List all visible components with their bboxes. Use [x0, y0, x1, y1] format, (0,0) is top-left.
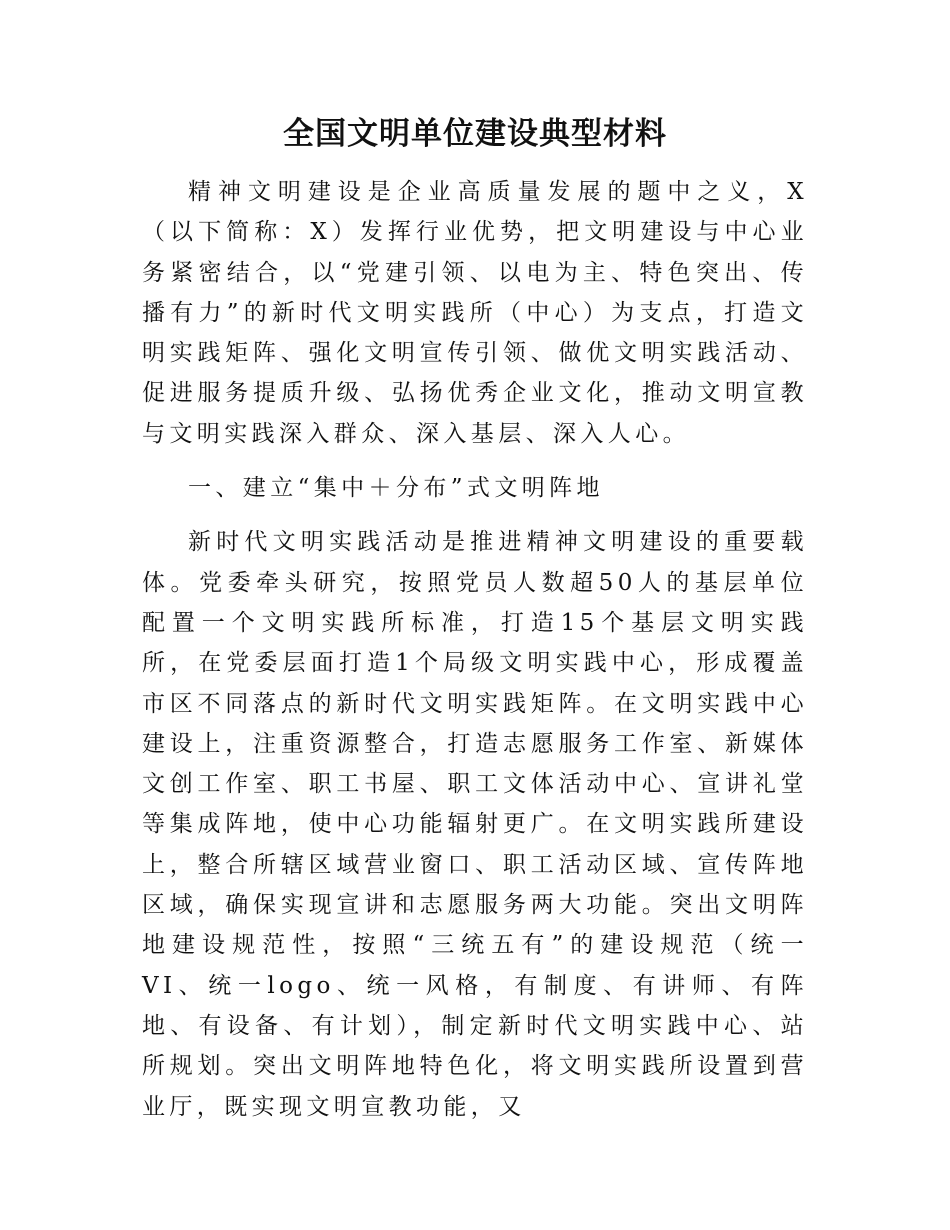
document-title: 全国文明单位建设典型材料 [283, 116, 667, 152]
section-heading: 一、建立“集中＋分布”式文明阵地 [188, 475, 604, 502]
section-paragraph: 新时代文明实践活动是推进精神文明建设的重要载体。党委牵头研究，按照党员人数超50人的基层单位配置一个文明实践所标准，打造15个基层文明实践所，在党委层面打造1个局级文明实践中心，形成覆盖市区不同落点的新时代文明实践矩阵。在文明实践中心建设上，注重资源整合，打造志愿服务工作室、新媒体文创工作室、职工书屋、职工文体活动中心、宣讲礼堂等集成阵地，使中心功能辐射更广。在文明实践所建设上，整合所辖区域营业窗口、职工活动区域、宣传阵地区域，确保实现宣讲和志愿服务两大功能。突出文明阵地建设规范性，按照“三统五有”的建设规范（统一VI、统一logo、统一风格，有制度、有讲师、有阵地、有设备、有计划），制定新时代文明实践中心、站所规划。突出文明阵地特色化，将文明实践所设置到营业厅，既实现文明宣教功能，又 [142, 529, 808, 1120]
document-body [142, 172, 808, 1127]
intro-paragraph: 精神文明建设是企业高质量发展的题中之义，X（以下简称：X）发挥行业优势，把文明建设与中心业务紧密结合，以“党建引领、以电为主、特色突出、传播有力”的新时代文明实践所（中心）为支点，打造文明实践矩阵、强化文明宣传引领、做优文明实践活动、促进服务提质升级、弘扬优秀企业文化，推动文明宣教与文明实践深入群众、深入基层、深入人心。 [142, 179, 808, 447]
